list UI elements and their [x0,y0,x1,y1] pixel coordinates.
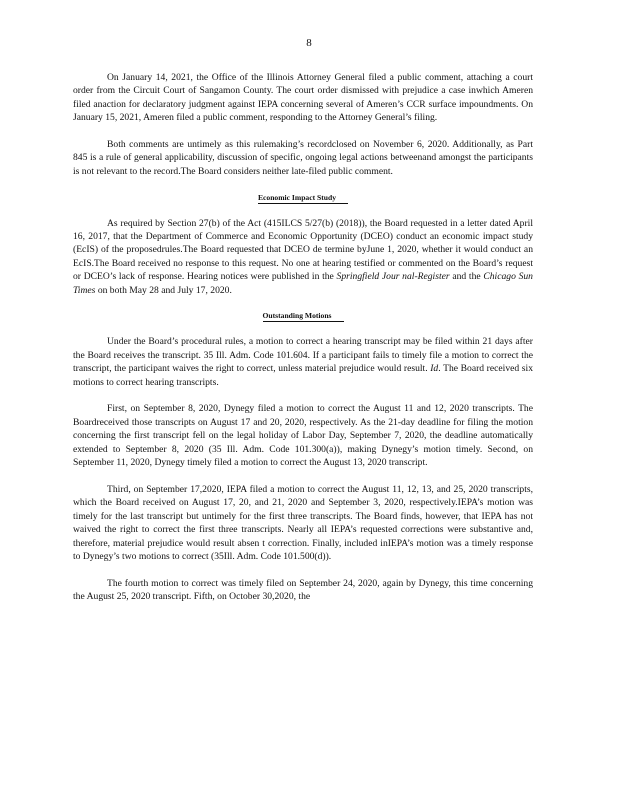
heading-text: Economic Impact Study [258,192,348,204]
page-number: 8 [306,37,312,49]
paragraph-untimely-comments: Both comments are untimely as this rulemaking’s recordclosed on November 6, 2020. Additionally, as Part 845 is a rule of general applicability, discussion of specific, ongoing legal actions betweenand amongst the participants is not relevant to the record.The Board considers neither late-filed public comment. [73,139,533,177]
economic-text-3: on both May 28 and July 17, 2020. [97,284,232,296]
paragraph-attorney-general-comment: On January 14, 2021, the Office of the Illinois Attorney General filed a public comment, attaching a court order from the Circuit Court of Sangamon County. The court order dismissed with prejudice a case inwhich Ameren filed anaction for declaratory judgment against IEPA concerning several of Ameren’s CCR surface impoundments. On January 15, 2021, Ameren filed a public comment, responding to the Attorney General’s filing. [73,72,533,124]
chicago-paper-title: Chicago Sun Times [73,271,533,296]
paragraph-fourth-fifth-motions: The fourth motion to correct was timely filed on September 24, 2020, again by Dynegy, this time concerning the August 25, 2020 transcript. Fifth, on October 30,2020, the [73,577,533,603]
section-heading-economic-impact [73,192,533,204]
paragraph-procedural-rules [73,335,533,389]
springfield-paper-title: Springfield Jour nal-Register [336,271,450,283]
economic-text-2: and the [452,271,481,283]
heading-text: Outstanding Motions [263,310,344,322]
procedural-text-1: Under the Board’s procedural rules, a motion to correct a hearing transcript may be filed within 21 days after the Board receives the transcript. 35 Ill. Adm. Code 101.604. If a participant fails to timely file a motion to correct the transcript, the participant waives the right to correct, unless material prejudice would result. [73,336,533,375]
paragraph-first-second-motions: First, on September 8, 2020, Dynegy filed a motion to correct the August 11 and 12, 2020 transcripts. The Boardreceived those transcripts on August 17 and 20, 2020, respectively. As the 21-day deadline for filing the motion concerning the first transcript fell on the legal holiday of Labor Day, September 7, 2020, the deadline automatically extended to September 8, 2020 (35 Ill. Adm. Code 101.300(a)), making Dynegy’s motion timely. Second, on September 11, 2020, Dynegy timely filed a motion to correct the August 13, 2020 transcript. [73,403,533,469]
id-citation: Id [430,363,439,375]
paragraph-third-motion: Third, on September 17,2020, IEPA filed a motion to correct the August 11, 12, 13, and 25, 2020 transcripts, which the Board received on August 17, 20, and 21, 2020 and September 3, 2020, respectively.IEPA’s motion was timely for the last transcript but untimely for the first three transcripts. The Board finds, however, that IEPA has not waived the right to correct the first three transcripts. Nearly all IEPA’s requested corrections were substantive and, therefore, material prejudice would result absen t correction. Finally, included inIEPA’s motion was a timely response to Dynegy’s two motions to correct (35Ill. Adm. Code 101.500(d)). [73,483,533,562]
paragraph-economic-impact [73,217,533,297]
document-body [73,71,533,617]
procedural-text-2: . The Board received six motions to correct hearing transcripts. [73,363,533,388]
economic-text-1: As required by Section 27(b) of the Act (415ILCS 5/27(b) (2018)), the Board requested in a letter dated April 16, 2017, that the Department of Commerce and Economic Opportunity (DCEO) conduct an economic impact study (EcIS) of the proposedrules.The Board requested that DCEO de termine byJune 1, 2020, whether it would conduct an EcIS.The Board received no response to this request. No one at hearing testified or commented on the Board’s request or DCEO’s lack of response. Hearing notices were published in the [73,217,533,283]
section-heading-outstanding-motions [73,310,533,322]
